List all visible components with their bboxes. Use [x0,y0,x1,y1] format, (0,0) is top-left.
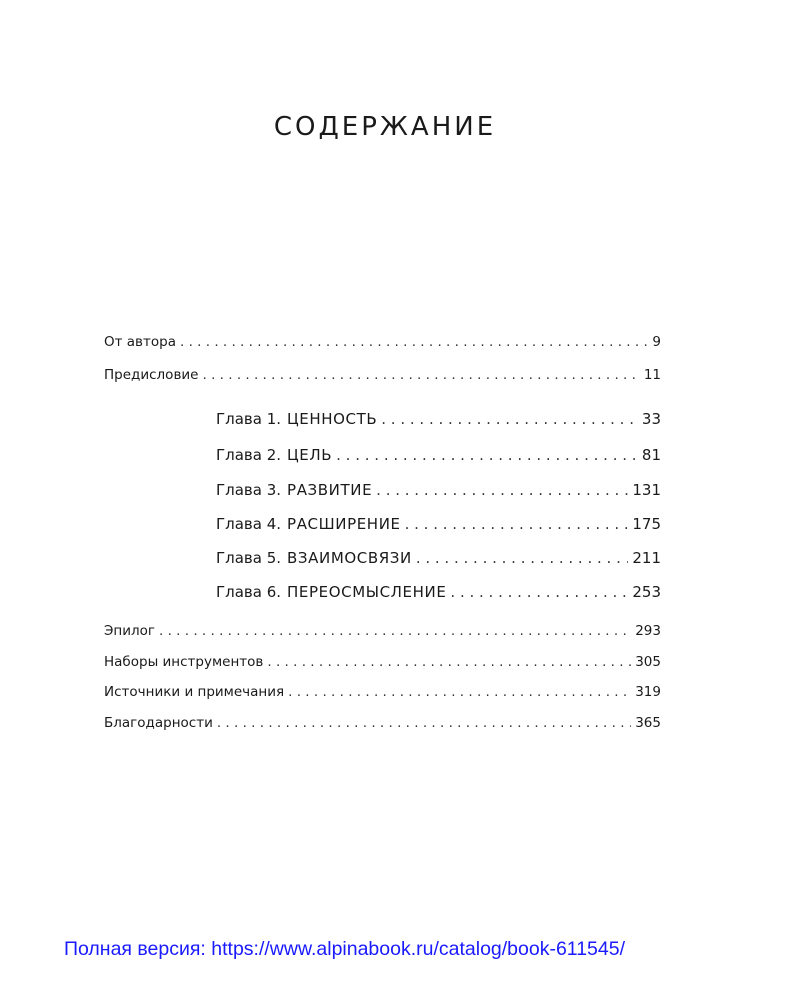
chapter-name: ЦЕЛЬ [287,446,333,464]
dot-leader [450,583,628,601]
toc-entry-label: Наборы инструментов [104,654,264,670]
dot-leader [376,481,628,499]
full-version-link[interactable]: Полная версия: https://www.alpinabook.ru/catalog/book-611545/ [64,938,626,960]
toc-page-number: 81 [641,446,661,464]
chapter-name: ВЗАИМОСВЯЗИ [287,549,412,567]
toc-entry-label: Благодарности [104,715,213,731]
chapter-name: РАЗВИТИЕ [287,481,373,499]
toc-page-number: 319 [635,684,661,700]
dot-leader [180,334,648,350]
dot-leader [202,367,639,383]
chapter-prefix: Глава 2. [216,446,282,464]
toc-page-number: 253 [632,583,661,601]
toc-page-number: 293 [635,623,661,639]
toc-entry-preface[interactable] [104,367,661,383]
chapter-prefix: Глава 1. [216,410,282,428]
chapter-prefix: Глава 6. [216,583,282,601]
chapter-prefix: Глава 3. [216,481,282,499]
toc-page-number: 305 [635,654,661,670]
toc-entry-label: Предисловие [104,367,199,383]
toc-entry-acknowledgements[interactable] [104,715,661,731]
toc-entry-label: Эпилог [104,623,156,639]
page-title: СОДЕРЖАНИЕ [273,112,497,142]
dot-leader [217,715,631,731]
toc-entry-chapter-4[interactable] [216,515,661,533]
chapter-name: ПЕРЕОСМЫСЛЕНИЕ [287,583,447,601]
dot-leader [405,515,629,533]
toc-page-number: 9 [652,334,661,350]
toc-page-number: 365 [635,715,661,731]
chapter-prefix: Глава 4. [216,515,282,533]
toc-entry-chapter-2[interactable] [216,446,661,464]
chapter-name: РАСШИРЕНИЕ [287,515,401,533]
dot-leader [416,549,629,567]
toc-page-number: 175 [632,515,661,533]
toc-entry-chapter-3[interactable] [216,481,661,499]
toc-entry-label: Источники и примечания [104,684,285,700]
dot-leader [336,446,638,464]
toc-entry-chapter-1[interactable] [216,410,661,428]
toc-entry-label: От автора [104,334,176,350]
toc-page-number: 33 [641,410,661,428]
toc-entry-epilogue[interactable] [104,623,661,639]
chapter-prefix: Глава 5. [216,549,282,567]
dot-leader [288,684,631,700]
chapter-name: ЦЕННОСТЬ [287,410,378,428]
dot-leader [381,410,638,428]
dot-leader [159,623,631,639]
dot-leader [267,654,631,670]
toc-page-number: 11 [643,367,661,383]
toc-page-number: 131 [632,481,661,499]
toc-entry-from-author[interactable] [104,334,661,350]
toc-entry-chapter-6[interactable] [216,583,661,601]
toc-page-number: 211 [632,549,661,567]
toc-entry-sources[interactable] [104,684,661,700]
toc-entry-toolkits[interactable] [104,654,661,670]
toc-entry-chapter-5[interactable] [216,549,661,567]
